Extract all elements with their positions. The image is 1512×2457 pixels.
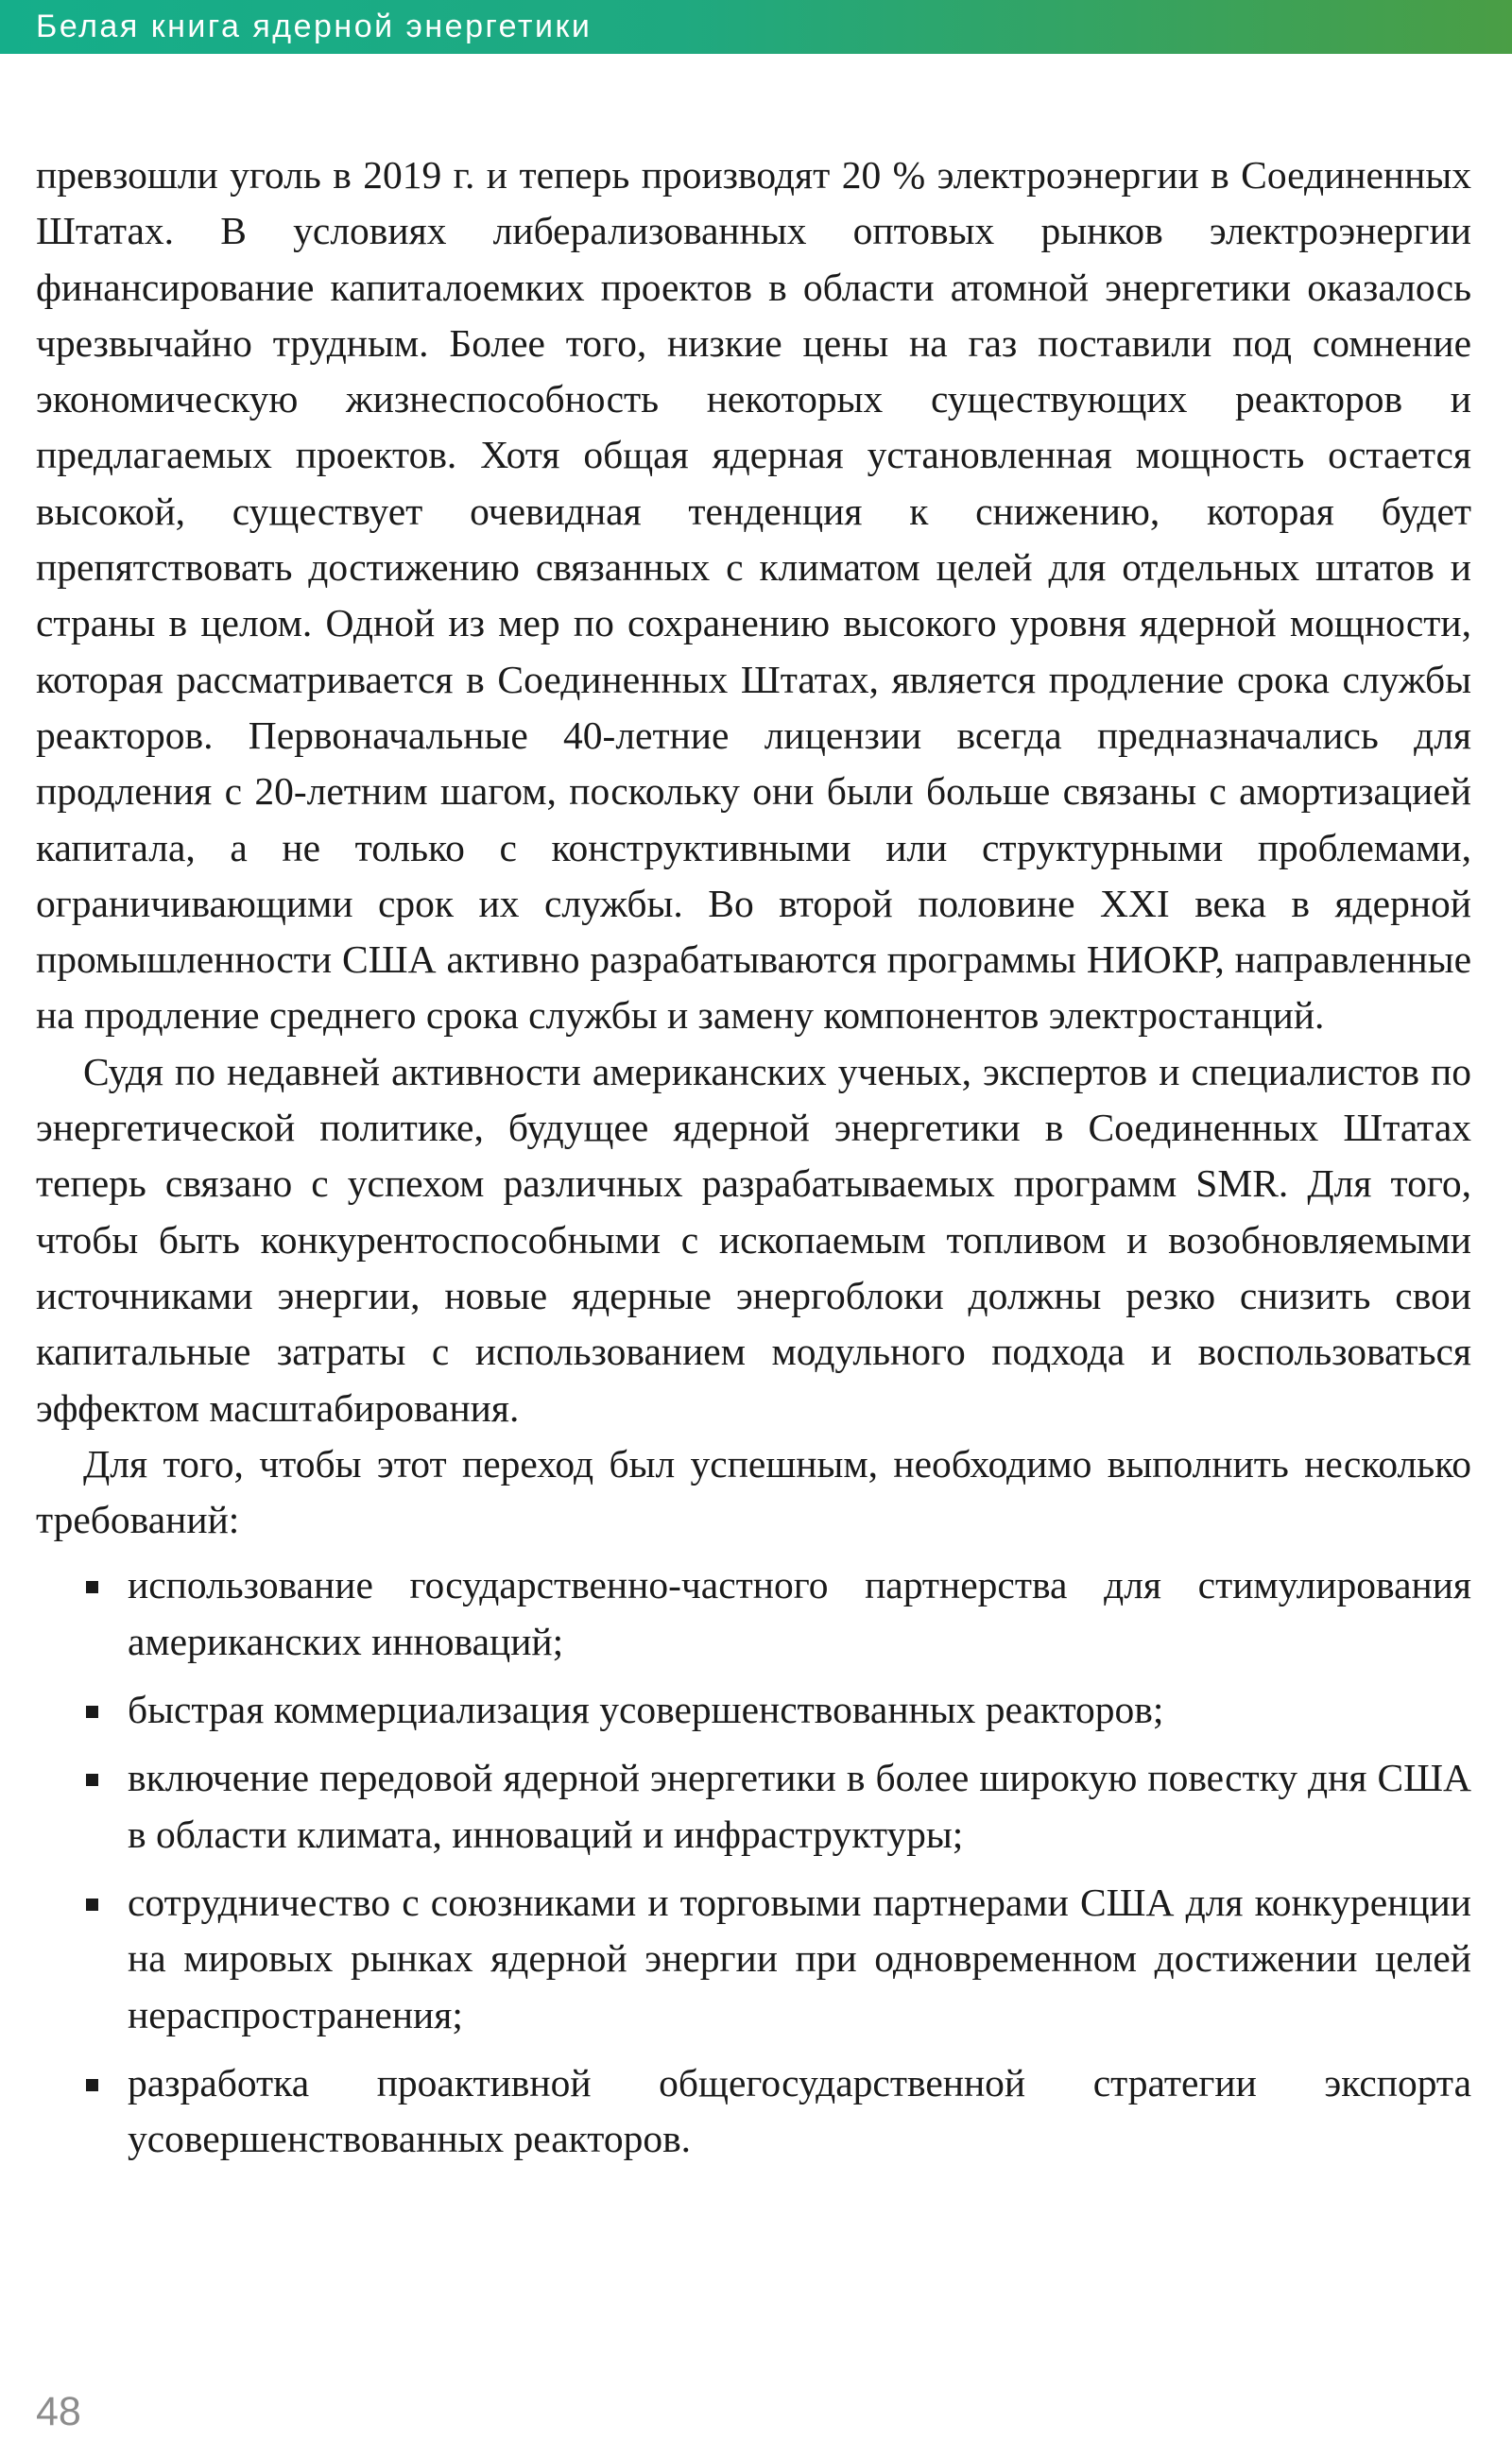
list-item (36, 1557, 1471, 1670)
list-item-text: включение передовой ядерной энергетики в более широкую повестку дня США в области климата, инноваций и инфраструктуры; (128, 1756, 1471, 1856)
square-bullet-icon (86, 1899, 98, 1911)
list-item (36, 1875, 1471, 2043)
square-bullet-icon (86, 2079, 98, 2091)
list-item-text: разработка проактивной общегосударственной стратегии экспорта усовершенствованных реакторов. (128, 2060, 1471, 2161)
paragraph-continued: превзошли уголь в 2019 г. и теперь производят 20 % электроэнергии в Соединенных Штатах. В условиях либерализованных оптовых рынков электроэнергии финансирование капиталоемких проектов в области атомной энергетики оказалось чрезвычайно трудным. Более того, низкие цены на газ поставили под сомнение экономическую жизнеспособность некоторых существующих реакторов и предлагаемых проектов. Хотя общая ядерная установленная мощность остается высокой, существует очевидная тенденция к снижению, которая будет препятствовать достижению связанных с климатом целей для отдельных штатов и страны в целом. Одной из мер по сохранению высокого уровня ядерной мощности, которая рассматривается в Соединенных Штатах, является продление срока службы реакторов. Первоначальные 40-летние лицензии всегда предназначались для продления с 20-летним шагом, поскольку они были больше связаны с амортизацией капитала, а не только с конструктивными или структурными проблемами, ограничивающими срок их службы. Во второй половине XXI века в ядерной промышленности США активно разрабатываются программы НИОКР, направленные на продление среднего срока службы и замену компонентов электростанций. (36, 153, 1471, 1038)
list-item-text: использование государственно-частного партнерства для стимулирования американских инноваций; (128, 1563, 1471, 1663)
list-item (36, 1750, 1471, 1863)
requirements-list (36, 1557, 1471, 2167)
square-bullet-icon (86, 1774, 98, 1786)
paragraph-requirements-intro: Для того, чтобы этот переход был успешным, необходимо выполнить несколько требований: (36, 1441, 1471, 1542)
square-bullet-icon (86, 1581, 98, 1593)
list-item-text: быстрая коммерциализация усовершенствованных реакторов; (128, 1688, 1164, 1732)
body-text (36, 147, 1471, 2179)
paragraph-smr-future: Судя по недавней активности американских ученых, экспертов и специалистов по энергетической политике, будущее ядерной энергетики в Соединенных Штатах теперь связано с успехом различных разрабатываемых программ SMR. Для того, чтобы быть конкурентоспособными с ископаемым топливом и возобновляемыми источниками энергии, новые ядерные энергоблоки должны резко снизить свои капитальные затраты с использованием модульного подхода и воспользоваться эффектом масштабирования. (36, 1049, 1471, 1430)
list-item (36, 1682, 1471, 1738)
list-item-text: сотрудничество с союзниками и торговыми партнерами США для конкуренции на мировых рынках ядерной энергии при одновременном достижении целей нераспространения; (128, 1880, 1471, 2036)
list-item (36, 2055, 1471, 2168)
square-bullet-icon (86, 1706, 98, 1718)
running-header-title: Белая книга ядерной энергетики (36, 9, 593, 44)
header-band (0, 0, 1512, 54)
page-number: 48 (36, 2389, 81, 2434)
